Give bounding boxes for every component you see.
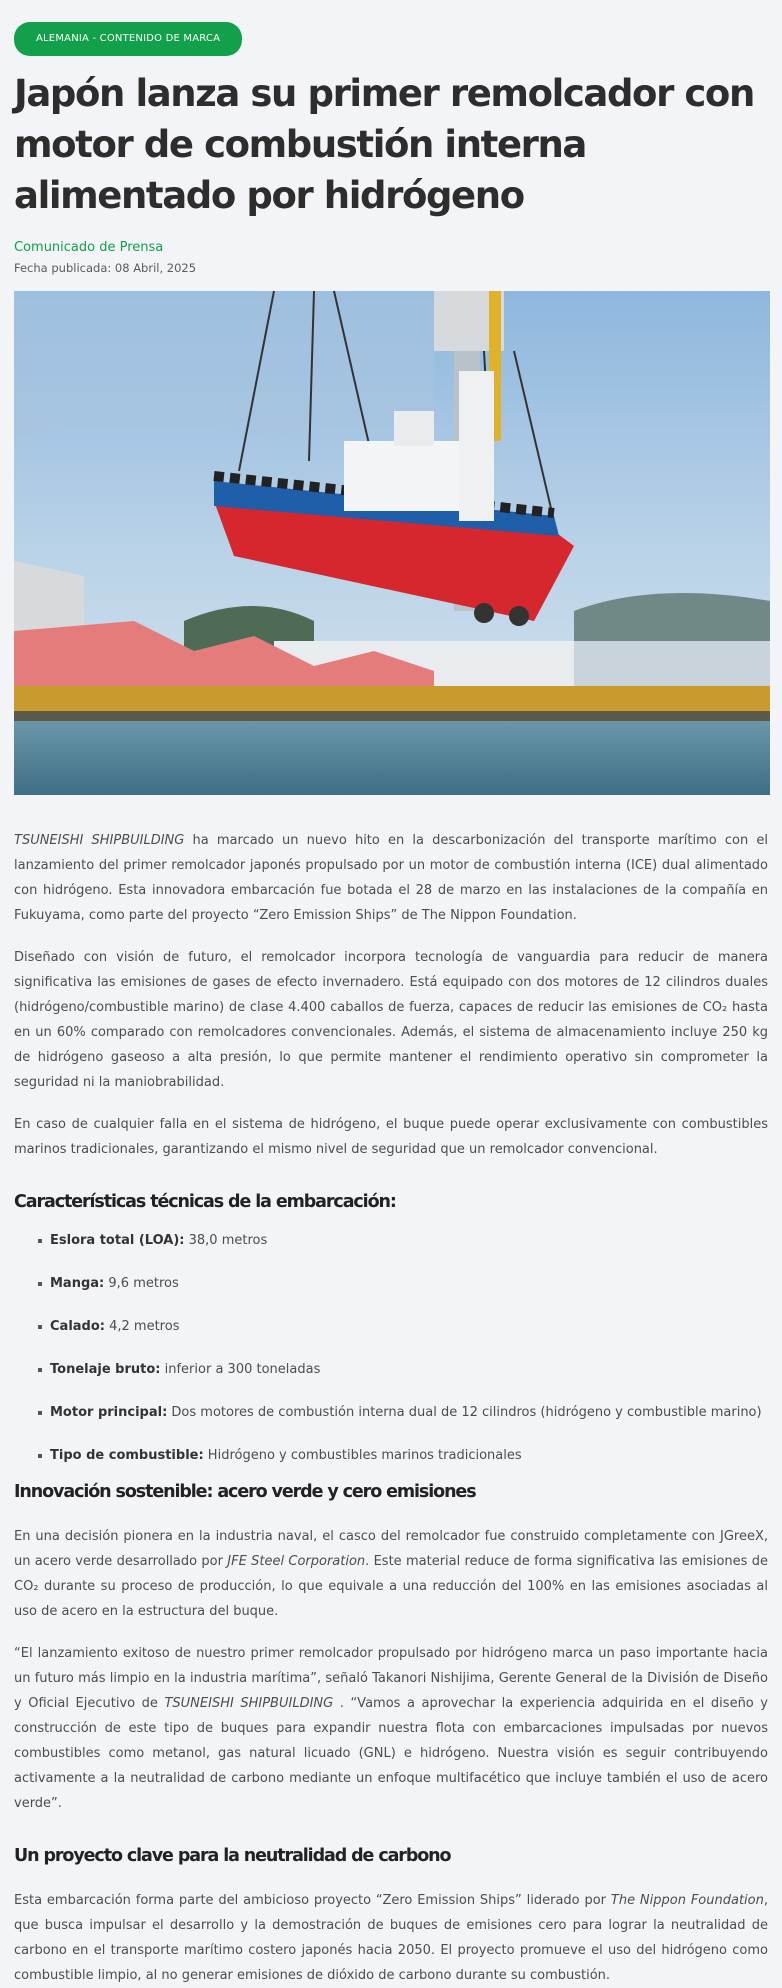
category-badge[interactable]: ALEMANIA - CONTENIDO DE MARCA xyxy=(14,22,242,56)
spec-value: 38,0 metros xyxy=(184,1233,268,1248)
project-foundation: The Nippon Foundation xyxy=(610,1893,764,1908)
spec-value: Dos motores de combustión interna dual de 12 cilindros (hidrógeno y combustible marino) xyxy=(167,1405,762,1420)
spec-label: Manga: xyxy=(50,1276,105,1291)
steel-company: JFE Steel Corporation xyxy=(227,1554,366,1569)
spec-item-draft xyxy=(38,1316,768,1359)
safety-paragraph: En caso de cualquier falla en el sistema de hidrógeno, el buque puede operar exclusivamente con combustibles marinos tradicionales, garantizando el mismo nivel de seguridad que un remolcador convencional. xyxy=(14,1117,768,1157)
innovation-heading: Innovación sostenible: acero verde y cero emisiones xyxy=(14,1482,476,1502)
project-paragraph xyxy=(14,1888,768,1988)
specs-heading: Características técnicas de la embarcación: xyxy=(14,1192,396,1212)
project-text-a: Esta embarcación forma parte del ambicioso proyecto “Zero Emission Ships” liderado por xyxy=(14,1893,611,1908)
steel-text-a: En una decisión pionera en la industria naval, el casco del remolcador fue construido completamente con JGreeX, un acero verde desarrollado por xyxy=(14,1529,768,1569)
spec-value: inferior a 300 toneladas xyxy=(160,1362,321,1377)
intro-text: ha marcado un nuevo hito en la descarbonización del transporte marítimo con el lanzamiento del primer remolcador japonés propulsado por un motor de combustión interna (ICE) dual alimentado con hidrógeno. Esta innovadora embarcación fue botada el 28 de marzo en las instalaciones de la compañía en Fukuyama, como parte del proyecto “Zero Emission Ships” de The Nippon Foundation. xyxy=(14,833,769,923)
spec-item-tonnage xyxy=(38,1359,768,1402)
specs-list xyxy=(14,1230,768,1488)
spec-item-engine xyxy=(38,1402,768,1445)
quote-paragraph xyxy=(14,1641,768,1816)
intro-paragraph xyxy=(14,828,768,928)
company-name: TSUNEISHI SHIPBUILDING xyxy=(14,833,185,848)
steel-text-b: . Este material reduce de forma significativa las emisiones de CO₂ durante su proceso de producción, lo que equivale a una reducción del 100% en las emisiones asociadas al uso de acero en la estructura del buque. xyxy=(14,1554,768,1619)
spec-label: Tonelaje bruto: xyxy=(50,1362,161,1377)
steel-paragraph xyxy=(14,1524,768,1624)
publish-date: Fecha publicada: 08 Abril, 2025 xyxy=(14,261,197,275)
spec-value: 9,6 metros xyxy=(104,1276,179,1291)
spec-value: Hidrógeno y combustibles marinos tradicionales xyxy=(203,1448,522,1463)
quote-text-b: . “Vamos a aprovechar la experiencia adquirida en el diseño y construcción de este tipo de buques para expandir nuestra flota con embarcaciones impulsadas por nuevos combustibles como metanol, gas natural licuado (GNL) e hidrógeno. Nuestra visión es seguir contribuyendo activamente a la neutralidad de carbono mediante un enfoque multifacético que incluye también el uso de acero verde”. xyxy=(14,1696,768,1811)
article-body xyxy=(14,828,768,1988)
page-title: Japón lanza su primer remolcador con motor de combustión interna alimentado por hidrógeno xyxy=(14,72,754,217)
spec-label: Calado: xyxy=(50,1319,105,1334)
design-paragraph: Diseñado con visión de futuro, el remolcador incorpora tecnología de vanguardia para reducir de manera significativa las emisiones de gases de efecto invernadero. Está equipado con dos motores de 12 cilindros duales (hidrógeno/combustible marino) de clase 4.400 caballos de fuerza, capaces de reducir las emisiones de CO₂ hasta en un 60% comparado con remolcadores convencionales. Además, el sistema de almacenamiento incluye 250 kg de hidrógeno gaseoso a alta presión, lo que permite mantener el rendimiento operativo sin comprometer la seguridad ni la maniobrabilidad. xyxy=(14,950,768,1090)
hero-image xyxy=(14,291,770,795)
quote-company: TSUNEISHI SHIPBUILDING xyxy=(164,1696,334,1711)
spec-label: Tipo de combustible: xyxy=(50,1448,204,1463)
spec-label: Motor principal: xyxy=(50,1405,168,1420)
project-text-b: , que busca impulsar el desarrollo y la demostración de buques de emisiones cero para lograr la neutralidad de carbono en el transporte marítimo costero japonés hacia 2050. El proyecto promueve el uso del hidrógeno como combustible limpio, al no generar emisiones de dióxido de carbono durante su combustión. xyxy=(14,1893,768,1983)
press-release-link[interactable]: Comunicado de Prensa xyxy=(14,240,164,255)
quote-text-a: “El lanzamiento exitoso de nuestro primer remolcador propulsado por hidrógeno marca un paso importante hacia un futuro más limpio en la industria marítima”, señaló Takanori Nishijima, Gerente General de la División de Diseño y Oficial Ejecutivo de xyxy=(14,1646,768,1711)
project-heading: Un proyecto clave para la neutralidad de carbono xyxy=(14,1846,451,1866)
spec-value: 4,2 metros xyxy=(104,1319,180,1334)
spec-label: Eslora total (LOA): xyxy=(50,1233,185,1248)
spec-item-fuel xyxy=(38,1445,768,1488)
spec-item-loa xyxy=(38,1230,768,1273)
spec-item-beam xyxy=(38,1273,768,1316)
